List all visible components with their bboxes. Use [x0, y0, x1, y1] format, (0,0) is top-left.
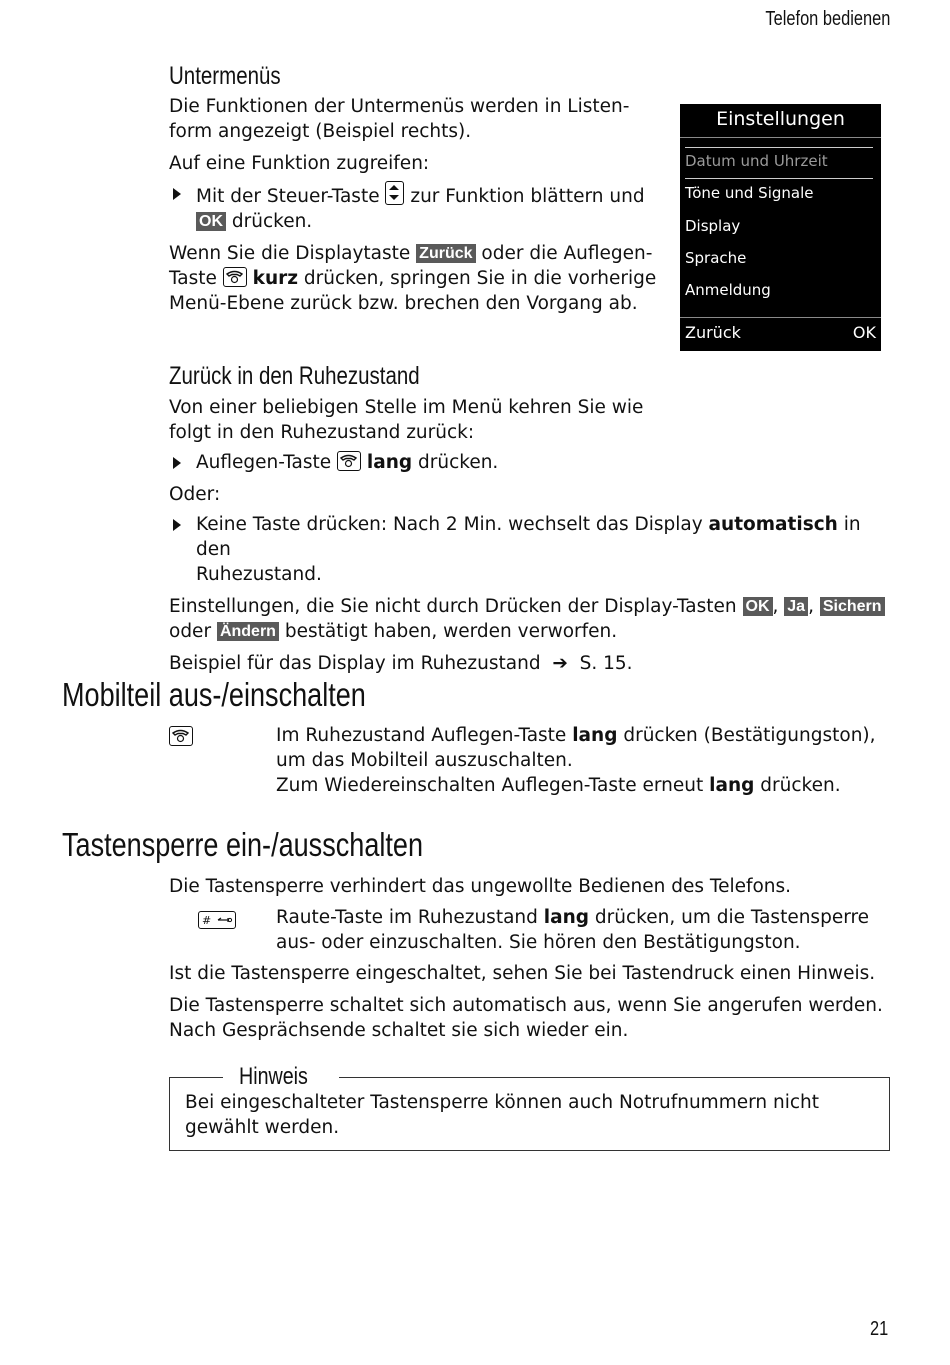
- bullet-arrow-icon: [173, 519, 181, 531]
- ok-key-label: OK: [196, 212, 226, 231]
- step-text: drücken.: [231, 211, 313, 232]
- page-reference[interactable]: S. 15.: [579, 653, 633, 674]
- screen-softkeys: [685, 323, 876, 342]
- power-text: [276, 723, 896, 798]
- save-key-label: Sichern: [820, 597, 885, 616]
- softkey-left: Zurück: [685, 323, 741, 342]
- text: drücken, springen Sie in die vorherige: [303, 268, 657, 289]
- note-text: [185, 1090, 885, 1140]
- screen-item: Anmeldung: [685, 281, 771, 299]
- bold-text: kurz: [252, 268, 299, 289]
- power-line3: [276, 773, 896, 798]
- text: Keine Taste drücken: Nach 2 Min. wechselt das Display: [196, 514, 703, 535]
- submenus-step: [169, 181, 659, 234]
- keylock-line1: [276, 905, 896, 930]
- text: in den: [196, 514, 861, 560]
- screen-item: Display: [685, 217, 741, 235]
- ok-key-label: OK: [743, 597, 773, 616]
- screen-item: Datum und Uhrzeit: [685, 152, 828, 170]
- note-line2: gewählt werden.: [185, 1117, 340, 1138]
- keylock-p1: Die Tastensperre verhindert das ungewollte Bedienen des Telefons.: [169, 876, 792, 897]
- text: drücken.: [760, 775, 841, 796]
- text: oder die Auflegen-: [481, 243, 653, 264]
- bold-text: lang: [709, 775, 755, 796]
- submenus-p2: Auf eine Funktion zugreifen:: [169, 153, 430, 174]
- idle-text: [169, 395, 899, 676]
- bold-text: automatisch: [708, 514, 838, 535]
- idle-step: [169, 450, 899, 475]
- keylock-p3: [169, 993, 899, 1043]
- text: Zum Wiedereinschalten Auflegen-Taste erneut: [276, 775, 704, 796]
- submenus-p1-line1: Die Funktionen der Untermenüs werden in Listen-: [169, 96, 630, 117]
- keylock-p3-line2: Nach Gesprächsende schaltet sie sich wieder ein.: [169, 1020, 629, 1041]
- screen-item: Sprache: [685, 249, 747, 267]
- keylock-heading: Tastensperre ein-/ausschalten: [62, 826, 424, 863]
- end-call-key-icon: [337, 451, 361, 471]
- screen-title: Einstellungen: [716, 108, 845, 130]
- idle-or: Oder:: [169, 484, 221, 505]
- text: Wenn Sie die Displaytaste: [169, 243, 411, 264]
- submenus-p3: [169, 241, 659, 316]
- keylock-line2: aus- oder einzuschalten. Sie hören den Bestätigungston.: [276, 932, 801, 953]
- bold-text: lang: [572, 725, 618, 746]
- bold-text: lang: [366, 452, 413, 473]
- arrow-right-icon: ➔: [546, 653, 574, 674]
- change-key-label: Ändern: [217, 622, 279, 641]
- submenus-p1-line2: form angezeigt (Beispiel rechts).: [169, 121, 472, 142]
- note-title-wrap: [223, 1062, 339, 1091]
- power-line2: um das Mobilteil auszuschalten.: [276, 750, 573, 771]
- text: oder: [169, 621, 212, 642]
- text: Taste: [169, 268, 217, 289]
- end-call-key-icon: [169, 726, 193, 746]
- text: drücken, um die Tastensperre: [594, 907, 870, 928]
- idle-p1-line2: folgt in den Ruhezustand zurück:: [169, 422, 475, 443]
- yes-key-label: Ja: [784, 597, 808, 616]
- text: Auflegen-Taste: [196, 452, 332, 473]
- idle-p2: Einstellungen, die Sie nicht durch Drücken der Display-Tasten OK , Ja , Sichern oder Ändern bestätigt haben, werden verworfen.: [169, 594, 899, 644]
- back-key-label: Zurück: [416, 244, 475, 263]
- submenus-text: [169, 94, 659, 316]
- power-line1: [276, 723, 896, 748]
- running-header: Telefon bedienen: [765, 8, 890, 30]
- text: Ruhezustand.: [196, 564, 322, 585]
- navigation-key-icon: [385, 181, 404, 205]
- keylock-p3-line1: Die Tastensperre schaltet sich automatisch aus, wenn Sie angerufen werden.: [169, 995, 883, 1016]
- text: Beispiel für das Display im Ruhezustand: [169, 653, 541, 674]
- step-text: Mit der Steuer-Taste: [196, 186, 380, 207]
- note-line1: Bei eingeschalteter Tastensperre können auch Notrufnummern nicht: [185, 1092, 819, 1113]
- text: drücken (Bestätigungston),: [623, 725, 876, 746]
- text: bestätigt haben, werden verworfen.: [284, 621, 618, 642]
- text: drücken.: [418, 452, 499, 473]
- page-number: 21: [869, 1318, 888, 1340]
- note-title: Hinweis: [239, 1063, 308, 1090]
- softkey-right: OK: [852, 323, 876, 342]
- bullet-arrow-icon: [173, 457, 181, 469]
- display-screenshot: [680, 104, 881, 351]
- bold-text: lang: [543, 907, 590, 928]
- keylock-p2: Ist die Tastensperre eingeschaltet, sehen Sie bei Tastendruck einen Hinweis.: [169, 963, 876, 984]
- idle-heading: Zurück in den Ruhezustand: [169, 362, 420, 390]
- idle-step-2: [169, 512, 899, 587]
- submenus-heading: Untermenüs: [169, 62, 281, 90]
- keylock-instruction: [276, 905, 896, 955]
- power-heading: Mobilteil aus-/einschalten: [62, 676, 366, 713]
- screen-item: Töne und Signale: [685, 184, 814, 202]
- step-text: zur Funktion blättern und: [410, 186, 645, 207]
- text: Menü-Ebene zurück bzw. brechen den Vorgang ab.: [169, 293, 638, 314]
- svg-text:#: #: [202, 914, 212, 927]
- idle-p1-line1: Von einer beliebigen Stelle im Menü kehren Sie wie: [169, 397, 644, 418]
- idle-p3: [169, 651, 899, 676]
- hash-key-icon: [198, 911, 236, 929]
- text: Einstellungen, die Sie nicht durch Drücken der Display-Tasten: [169, 596, 737, 617]
- bullet-arrow-icon: [173, 188, 181, 200]
- text: Im Ruhezustand Auflegen-Taste: [276, 725, 567, 746]
- end-call-key-icon: [223, 267, 247, 287]
- text: Raute-Taste im Ruhezustand: [276, 907, 538, 928]
